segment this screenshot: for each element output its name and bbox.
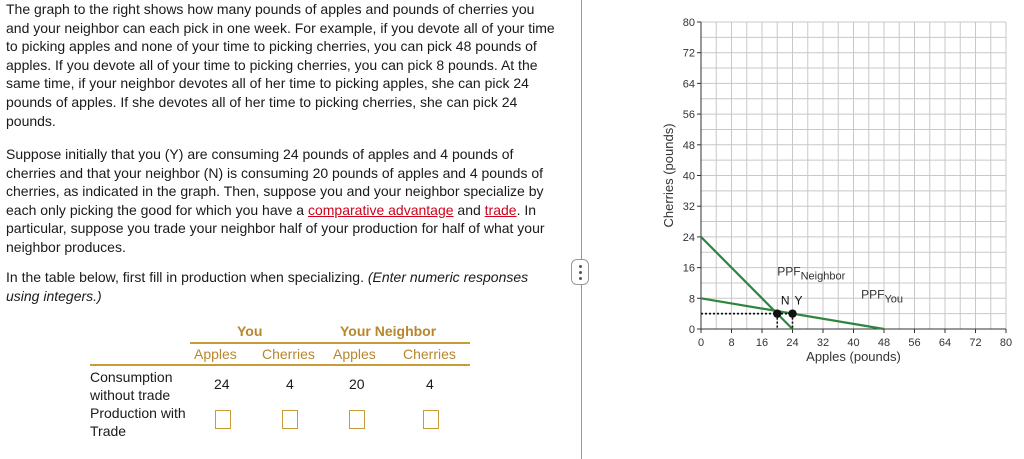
x-tick-label: 32 xyxy=(816,337,830,349)
row-label-production: Production with Trade xyxy=(90,405,186,439)
trade-link[interactable]: trade xyxy=(484,201,517,218)
point-y xyxy=(788,309,796,317)
ppf-label-sub-neighbor: Neighbor xyxy=(800,270,846,283)
y-tick-label: 48 xyxy=(682,139,695,152)
scenario-and: and xyxy=(453,201,485,218)
y-tick-label: 24 xyxy=(682,231,695,244)
y-tick-label: 8 xyxy=(688,293,695,306)
col-header-apples-you: Apples xyxy=(194,346,237,362)
row-label-consumption: Consumption without trade xyxy=(90,369,173,403)
group-header-you: You xyxy=(237,323,263,339)
y-tick-label: 0 xyxy=(688,324,695,336)
y-tick-label: 64 xyxy=(682,78,695,91)
x-tick-label: 16 xyxy=(755,337,769,349)
cell-consumption-cherries-neighbor: 4 xyxy=(426,376,434,392)
y-tick-label: 40 xyxy=(682,170,695,183)
ppf-label-neighbor: PPFNeighbor xyxy=(777,264,846,283)
intro-paragraph: The graph to the right shows how many pounds of apples and pounds of cherries you and your neighbor can each pick in one week. For example, if you devote all of your time to picking apples and none of your time to picking cherries, you can pick 48 pounds of apples. If you devote all of your time to picking cherries, you can pick 8 pounds. At the same time, if your neighbor devotes all of her time to picking apples, she can pick 24 pounds of apples. If she devotes all of her time to picking cherries, she can pick 24 pounds. xyxy=(6,1,555,129)
y-tick-label: 56 xyxy=(682,109,695,122)
cell-consumption-cherries-you: 4 xyxy=(286,376,294,392)
x-tick-label: 80 xyxy=(999,337,1013,349)
x-axis-label: Apples (pounds) xyxy=(806,349,901,364)
scenario-text-2: . In particular, suppose you trade your neighbor half of your production for half of what your neighbor produces. xyxy=(6,201,545,255)
point-label-y: Y xyxy=(794,293,803,308)
x-tick-label: 24 xyxy=(786,337,799,349)
y-tick-label: 32 xyxy=(682,201,695,214)
comparative-advantage-link[interactable]: comparative advantage xyxy=(307,201,454,218)
y-tick-label: 16 xyxy=(682,262,695,275)
x-tick-label: 64 xyxy=(938,337,952,349)
cell-consumption-apples-neighbor: 20 xyxy=(349,376,365,392)
x-tick-label: 8 xyxy=(728,337,735,349)
y-axis-label: Cherries (pounds) xyxy=(661,123,676,228)
col-header-apples-neighbor: Apples xyxy=(333,346,376,362)
x-tick-label: 56 xyxy=(908,337,921,349)
instructions-text: In the table below, first fill in production when specializing. xyxy=(6,269,368,285)
scenario-text-1: Suppose initially that you (Y) are consuming 24 pounds of apples and 4 pounds of cherries and that your neighbor (N) is consuming 20 pounds of apples and 4 pounds of cherries, as indicated in the graph. Then, suppose you and your neighbor specialize by each only picking the good for which you have a xyxy=(6,146,544,218)
col-header-cherries-you: Cherries xyxy=(262,346,315,362)
instructions-hint: (Enter numeric responses using integers.) xyxy=(6,269,529,304)
x-tick-label: 40 xyxy=(847,337,860,349)
point-label-n: N xyxy=(780,293,790,308)
x-tick-label: 0 xyxy=(697,337,705,349)
ppf-label-sub-you: You xyxy=(884,293,904,306)
group-header-neighbor: Your Neighbor xyxy=(340,323,437,339)
ppf-label-you: PPFYou xyxy=(861,287,904,306)
cell-consumption-apples-you: 24 xyxy=(214,376,230,392)
y-tick-label: 80 xyxy=(682,17,695,29)
y-tick-label: 72 xyxy=(682,47,695,60)
col-header-cherries-neighbor: Cherries xyxy=(403,346,456,362)
x-tick-label: 72 xyxy=(969,337,982,349)
chart-ticks xyxy=(683,17,1012,349)
x-tick-label: 48 xyxy=(877,337,891,349)
